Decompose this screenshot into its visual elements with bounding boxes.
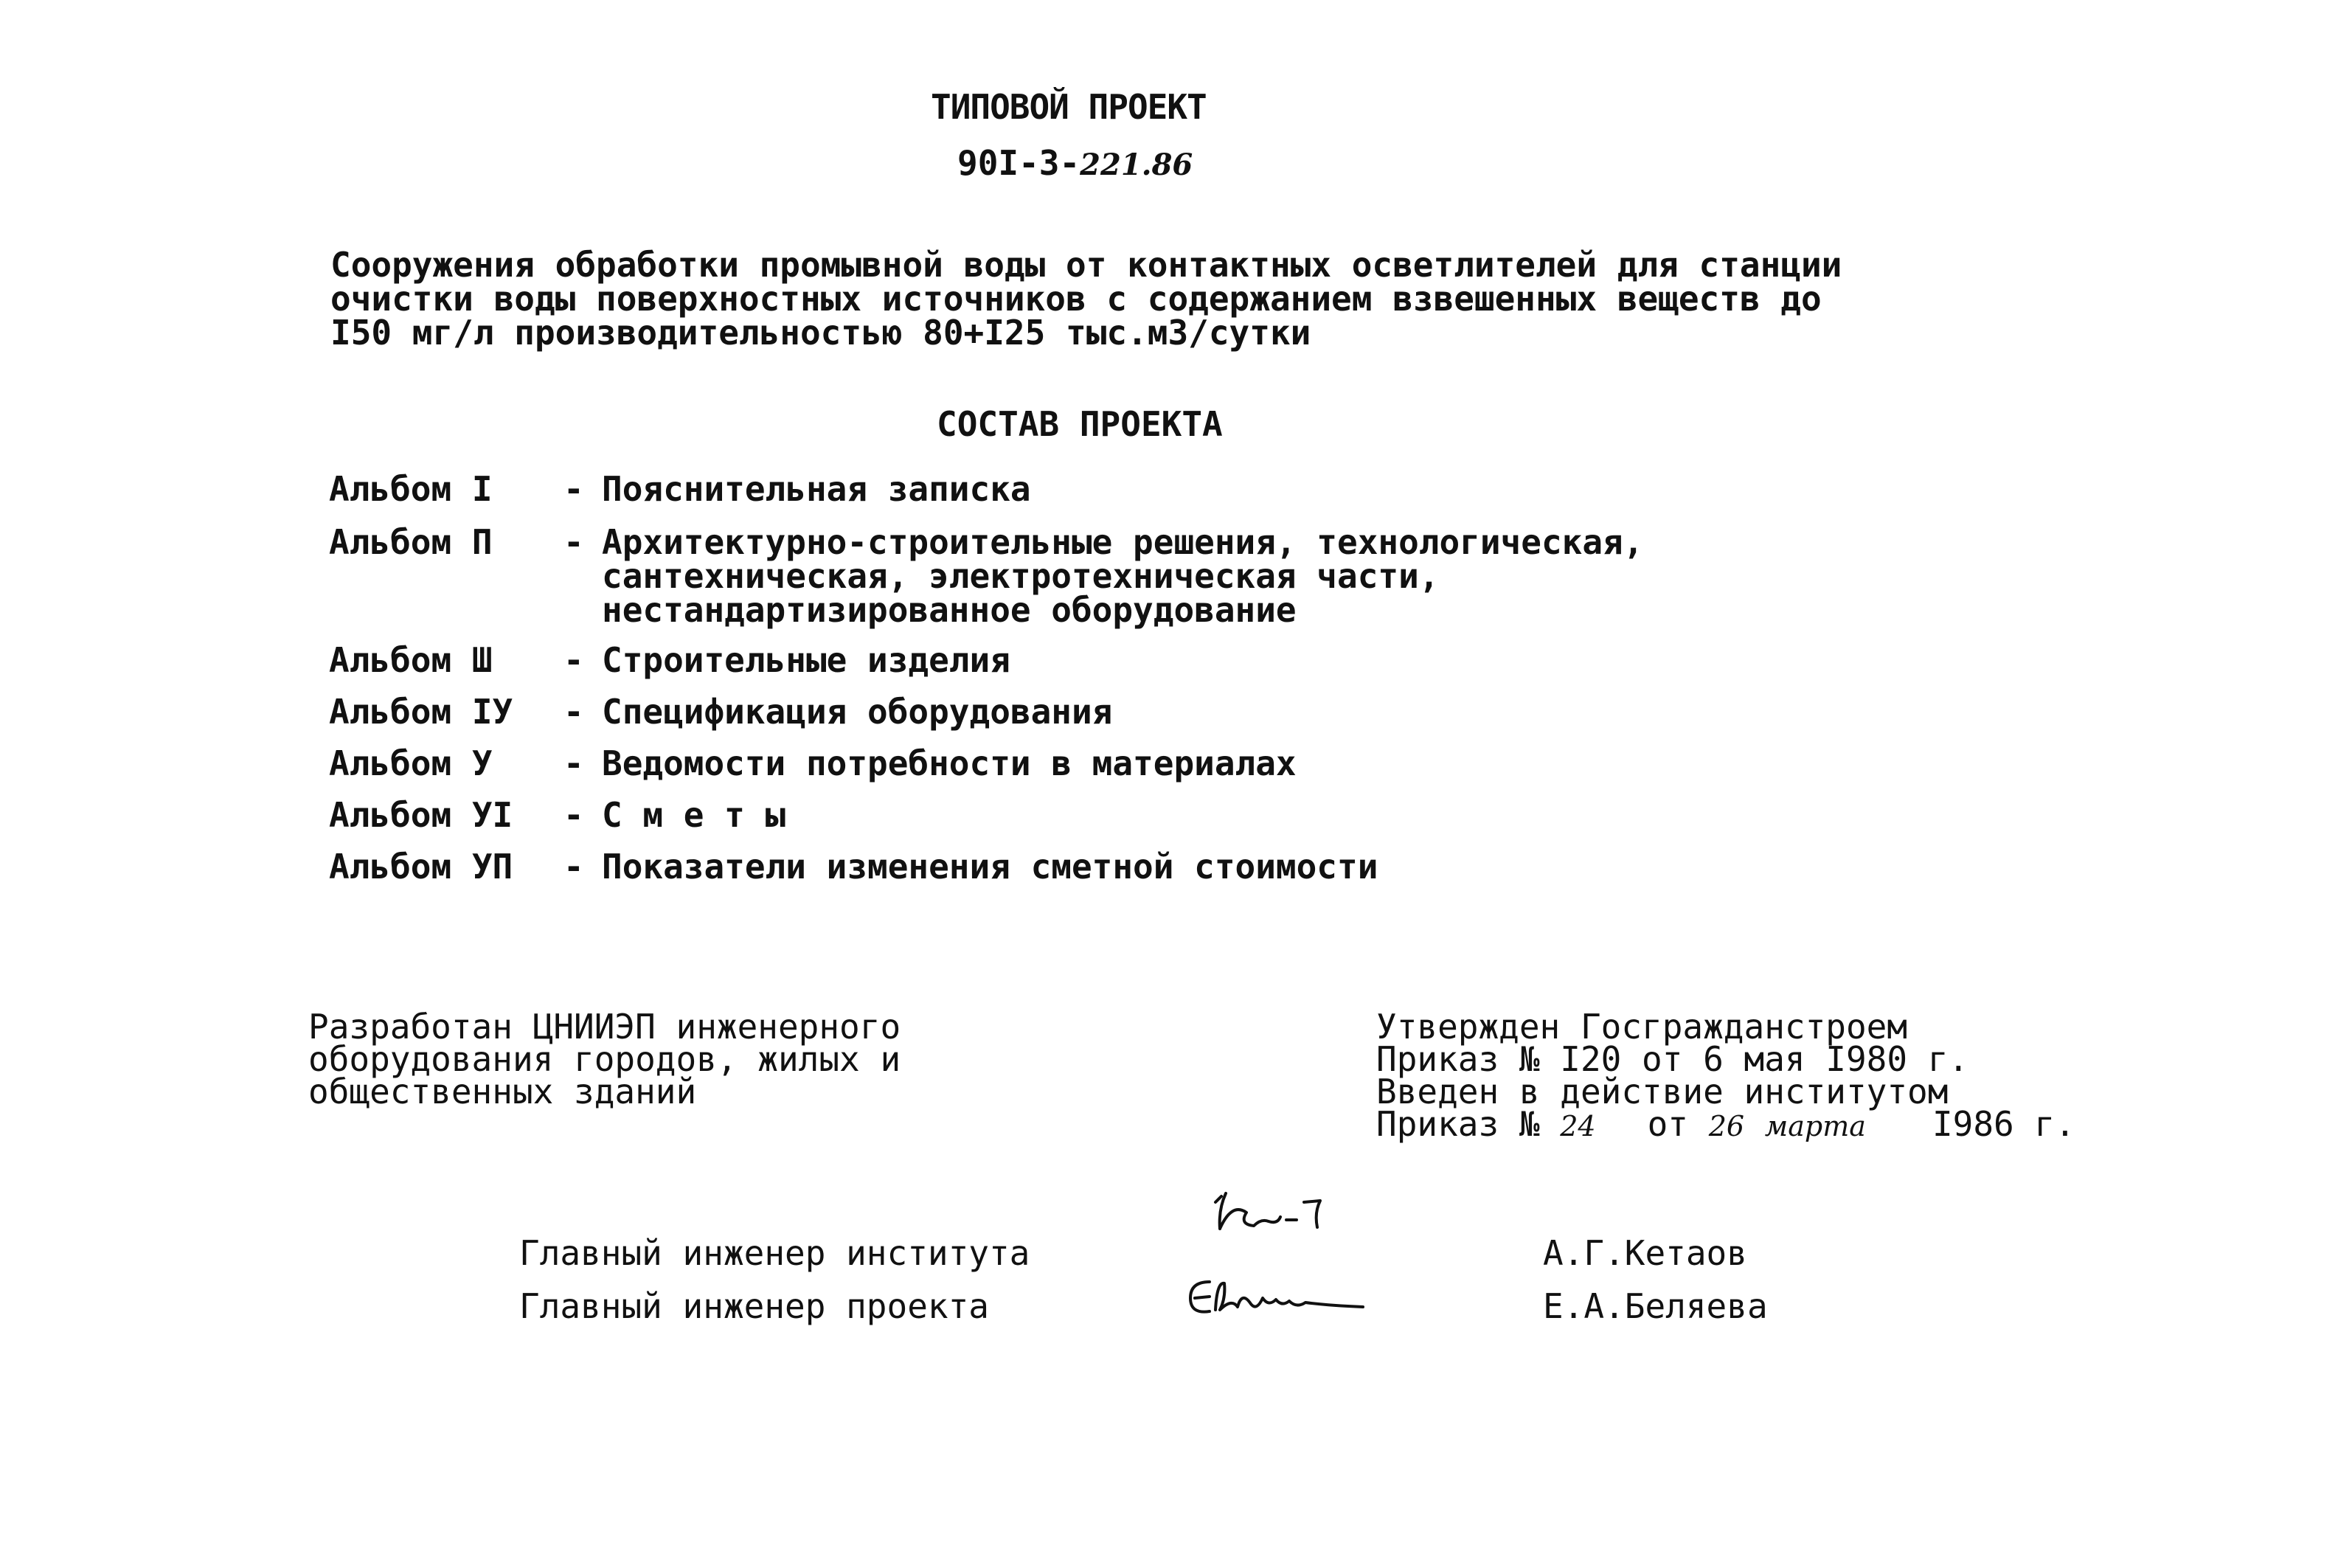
album-description-line: Пояснительная записка: [602, 469, 1031, 509]
album-description-line: сантехническая, электротехническая части,: [602, 556, 1440, 596]
album-item: [329, 847, 1643, 887]
album-item: [329, 692, 1643, 732]
album-description-line: Показатели изменения сметной стоимости: [602, 847, 1378, 887]
approval-line: Введен в действие институтом: [1376, 1072, 1949, 1111]
approval-line: Приказ № I20 от 6 мая I980 г.: [1376, 1039, 1969, 1079]
album-dash: -: [563, 743, 584, 783]
project-code: [957, 143, 1193, 183]
signer-role: Главный инженер института: [519, 1233, 1030, 1273]
album-description-line: Спецификация оборудования: [602, 692, 1113, 732]
subject-line: очистки воды поверхностных источников с содержанием взвешенных веществ до: [330, 279, 1822, 319]
signer-role: Главный инженер проекта: [519, 1286, 989, 1326]
developer-line: общественных зданий: [308, 1072, 697, 1111]
album-dash: -: [563, 640, 584, 680]
approval-block: [1376, 1007, 2075, 1144]
album-name: Альбом Ш: [329, 640, 493, 680]
album-dash: -: [563, 469, 584, 509]
album-name: Альбом I: [329, 469, 493, 509]
album-name: Альбом П: [329, 522, 493, 562]
album-description-line: Ведомости потребности в материалах: [602, 743, 1297, 783]
album-description-line: Архитектурно-строительные решения, технологическая,: [602, 522, 1644, 562]
subject-line: Сооружения обработки промывной воды от контактных осветлителей для станции: [330, 245, 1842, 285]
album-item: [329, 640, 1643, 680]
album-description: [602, 640, 1010, 680]
album-description: [602, 847, 1378, 887]
developer-line: Разработан ЦНИИЭП инженерного: [308, 1007, 901, 1047]
project-code-printed: 90I-3-: [957, 143, 1080, 183]
album-dash: -: [563, 692, 584, 732]
album-description-line: нестандартизированное оборудование: [602, 590, 1297, 630]
album-name: Альбом У: [329, 743, 493, 783]
album-name: Альбом УП: [329, 847, 513, 887]
project-code-handwritten: 221.86: [1080, 148, 1193, 182]
album-name: Альбом УI: [329, 795, 513, 835]
document-type-heading: ТИПОВОЙ ПРОЕКТ: [931, 87, 1207, 127]
signature-chief-engineer-institute: [1210, 1180, 1372, 1261]
order-line: [1376, 1104, 2075, 1144]
album-description-line: С м е т ы: [602, 795, 786, 835]
album-item: [329, 743, 1643, 783]
approval-line: Утвержден Госгражданстроем: [1376, 1007, 1908, 1047]
album-item: [329, 795, 1643, 835]
album-list: [329, 469, 1644, 887]
album-description: [602, 692, 1113, 732]
album-dash: -: [563, 795, 584, 835]
order-prefix: Приказ №: [1376, 1104, 1561, 1144]
developer-line: оборудования городов, жилых и: [308, 1039, 901, 1079]
signer-name: А.Г.Кетаов: [1543, 1233, 1747, 1273]
album-dash: -: [563, 522, 584, 562]
album-item: [329, 522, 1644, 630]
project-subject: [330, 245, 1842, 353]
album-dash: -: [563, 847, 584, 887]
order-from: от: [1647, 1104, 1709, 1144]
album-description-line: Строительные изделия: [602, 640, 1010, 680]
composition-title: СОСТАВ ПРОЕКТА: [937, 404, 1223, 444]
album-item: [329, 469, 1643, 509]
album-name: Альбом IУ: [329, 692, 513, 732]
signer-name: Е.А.Беляева: [1543, 1286, 1768, 1326]
order-day-handwritten: 26: [1708, 1110, 1745, 1142]
album-description: [602, 522, 1644, 630]
subject-line: I50 мг/л производительностью 80+I25 тыс.м3/сутки: [330, 313, 1311, 353]
developer-block: [308, 1007, 901, 1111]
album-description: [602, 469, 1031, 509]
album-description: [602, 795, 786, 835]
album-description: [602, 743, 1297, 783]
order-number-handwritten: 24: [1560, 1110, 1596, 1142]
order-year: I986 г.: [1932, 1104, 2075, 1144]
signature-chief-engineer-project: [1180, 1269, 1372, 1328]
order-month-handwritten: марта: [1764, 1110, 1866, 1142]
